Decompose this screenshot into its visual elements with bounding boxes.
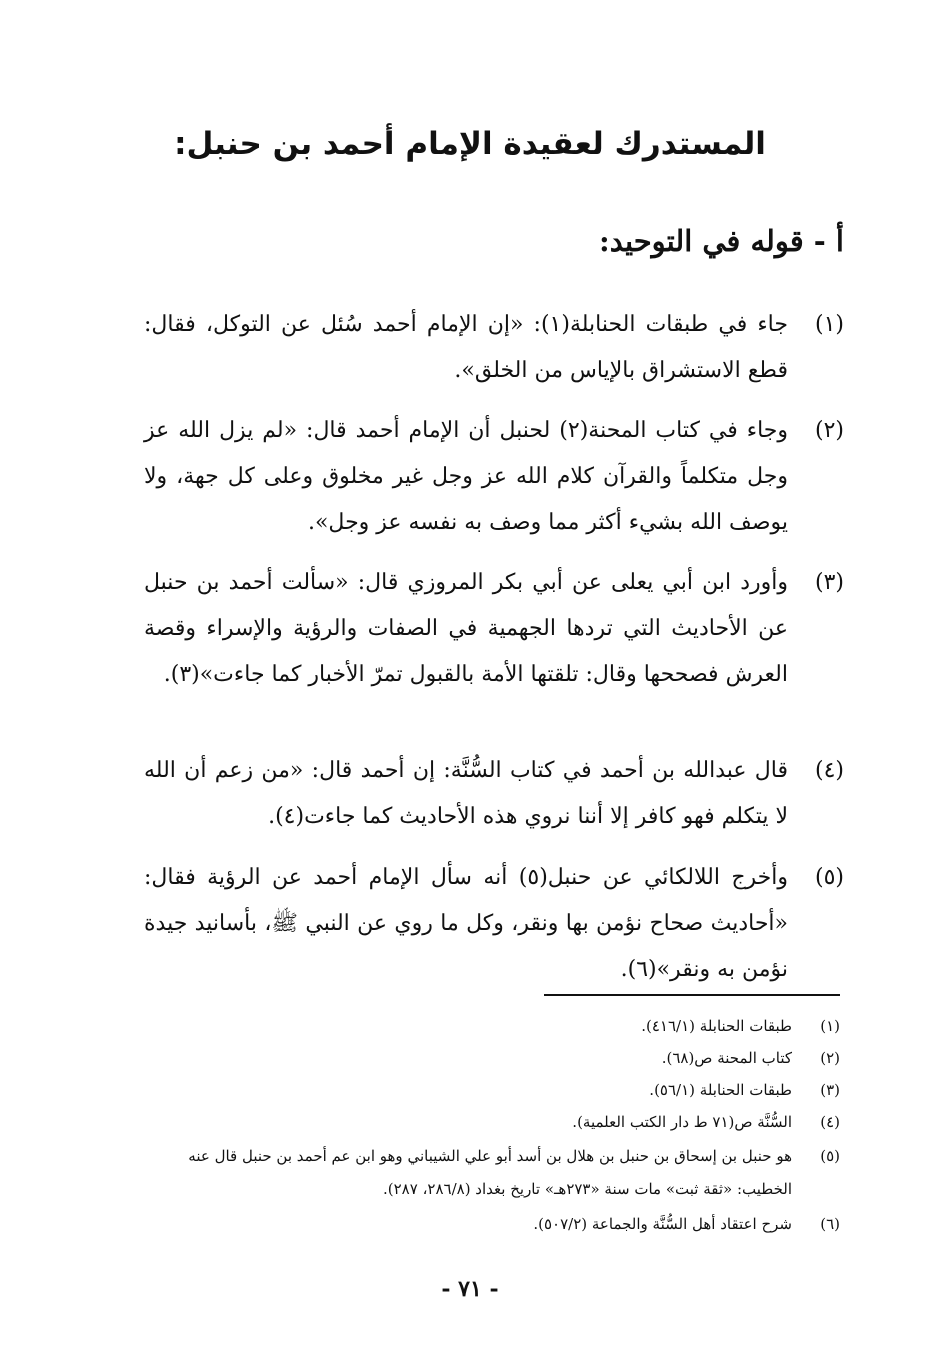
footnote-text: شرح اعتقاد أهل السُّنَّة والجماعة (٥٠٧/٢). bbox=[533, 1215, 792, 1233]
page-number: - ٧١ - bbox=[441, 1276, 499, 1302]
paragraph-text: وأخرج اللالكائي عن حنبل(٥) أنه سأل الإمام أحمد عن الرؤية فقال: «أحاديث صحاح نؤمن بها ونقر، وكل ما روي عن النبي ﷺ، بأسانيد جيدة نؤمن به ونقر»(٦). bbox=[144, 865, 788, 982]
footnote-number: (٥) bbox=[820, 1147, 840, 1165]
paragraph-5 bbox=[144, 855, 844, 993]
footnote-number: (٣) bbox=[820, 1081, 840, 1099]
footnote-3 bbox=[140, 1074, 840, 1107]
footnote-text: هو حنبل بن إسحاق بن حنبل بن هلال بن أسد أبو علي الشيباني وهو ابن عم أحمد بن حنبل قال عنه الخطيب: «ثقة ثبت» مات سنة «٢٧٣هـ» تاريخ بغداد (٢٨٦/٨، ٢٨٧). bbox=[188, 1147, 792, 1198]
footnote-divider bbox=[544, 994, 840, 996]
footnote-text: السُّنَّة ص(٧١ ط دار الكتب العلمية). bbox=[572, 1113, 792, 1131]
footnote-text: طبقات الحنابلة (٥٦/١). bbox=[649, 1081, 792, 1099]
section-heading: أ - قوله في التوحيد: bbox=[599, 224, 844, 258]
footnote-text: طبقات الحنابلة (٤١٦/١). bbox=[641, 1017, 792, 1035]
footnote-5 bbox=[140, 1140, 840, 1206]
paragraph-4 bbox=[144, 748, 844, 840]
paragraph-text: جاء في طبقات الحنابلة(١): «إن الإمام أحمد سُئل عن التوكل، فقال: قطع الاستشراق بالإياس من الخلق». bbox=[144, 312, 788, 383]
page-title: المستدرك لعقيدة الإمام أحمد بن حنبل: bbox=[174, 126, 766, 162]
paragraph-number: (٣) bbox=[814, 570, 844, 595]
footnote-2 bbox=[140, 1042, 840, 1075]
footnote-number: (١) bbox=[820, 1017, 840, 1035]
footnote-text: كتاب المحنة ص(٦٨). bbox=[661, 1049, 792, 1067]
paragraph-number: (٥) bbox=[814, 865, 844, 890]
footnote-number: (٤) bbox=[820, 1113, 840, 1131]
paragraph-number: (٢) bbox=[814, 418, 844, 443]
footnote-6 bbox=[140, 1208, 840, 1241]
footnote-number: (٦) bbox=[820, 1215, 840, 1233]
footnote-1 bbox=[140, 1010, 840, 1043]
paragraph-text: وأورد ابن أبي يعلى عن أبي بكر المروزي قال: «سألت أحمد بن حنبل عن الأحاديث التي تردها الجهمية في الصفات والرؤية والإسراء وقصة العرش فصححها وقال: تلقتها الأمة بالقبول تمرّ الأخبار كما جاءت»(٣). bbox=[144, 570, 788, 687]
paragraph-number: (٤) bbox=[814, 758, 844, 783]
footnote-number: (٢) bbox=[820, 1049, 840, 1067]
paragraph-text: وجاء في كتاب المحنة(٢) لحنبل أن الإمام أحمد قال: «لم يزل الله عز وجل متكلماً والقرآن كلام الله عز وجل غير مخلوق وعلى كل جهة، ولا يوصف الله بشيء أكثر مما وصف به نفسه عز وجل». bbox=[144, 418, 788, 535]
paragraph-2 bbox=[144, 408, 844, 546]
paragraph-1 bbox=[144, 302, 844, 394]
paragraph-3 bbox=[144, 560, 844, 698]
footnote-4 bbox=[140, 1106, 840, 1139]
paragraph-number: (١) bbox=[814, 312, 844, 337]
paragraph-text: قال عبدالله بن أحمد في كتاب السُّنَّة: إن أحمد قال: «من زعم أن الله لا يتكلم فهو كافر إلا أننا نروي هذه الأحاديث كما جاءت(٤). bbox=[144, 758, 788, 829]
